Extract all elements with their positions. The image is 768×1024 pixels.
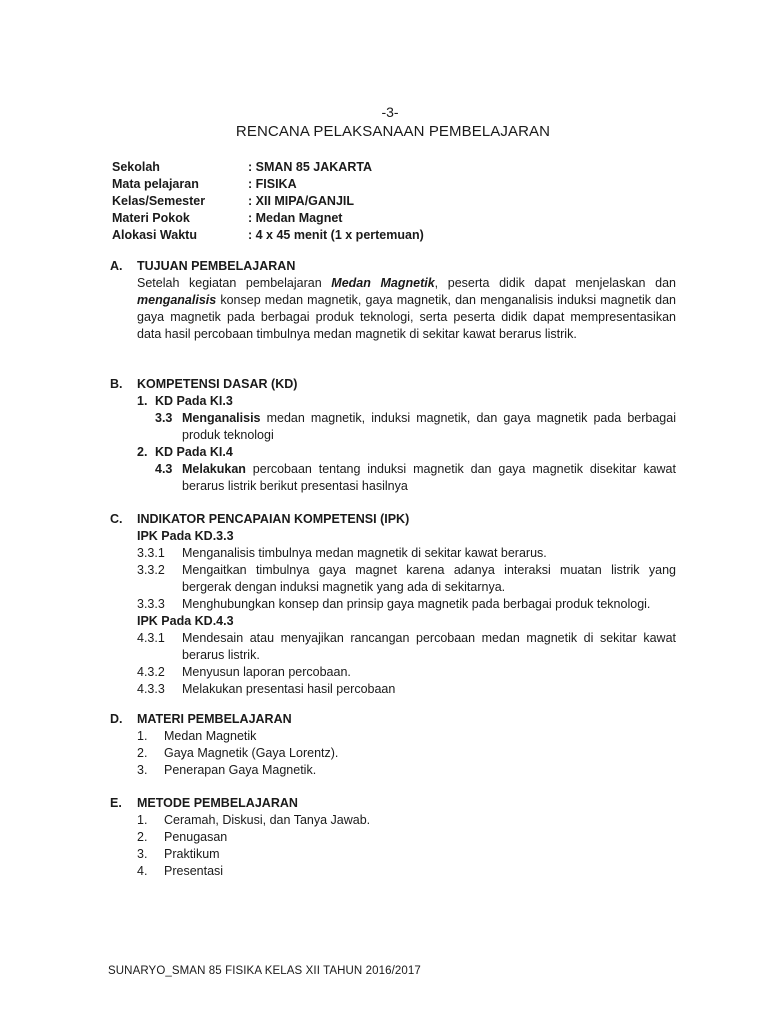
ipk-text: Menganalisis timbulnya medan magnetik di sekitar kawat berarus. xyxy=(182,546,547,560)
section-heading xyxy=(110,795,676,812)
ipk-group-heading: IPK Pada KD.4.3 xyxy=(137,614,234,628)
page-number: -3- xyxy=(381,104,399,120)
identity-value: : XII MIPA/GANJIL xyxy=(248,194,355,208)
section-indikator xyxy=(110,511,676,698)
list-number: 1. xyxy=(137,729,148,743)
paragraph-emphasis: Medan Magnetik xyxy=(331,276,435,290)
list-number: 2. xyxy=(137,830,148,844)
identity-value: : FISIKA xyxy=(248,177,297,191)
identity-label: Sekolah xyxy=(112,160,160,174)
section-metode xyxy=(110,795,676,880)
list-text: Ceramah, Diskusi, dan Tanya Jawab. xyxy=(164,813,371,827)
list-number: 1. xyxy=(137,813,148,827)
kd-text xyxy=(182,410,676,444)
identity-row xyxy=(112,176,424,193)
section-title: INDIKATOR PENCAPAIAN KOMPETENSI (IPK) xyxy=(137,512,410,526)
section-title: METODE PEMBELAJARAN xyxy=(137,796,298,810)
list-item xyxy=(137,829,676,846)
kd-number: 4.3 xyxy=(155,462,173,476)
ipk-text: Mendesain atau menyajikan rancangan percobaan medan magnetik di sekitar kawat berarus listrik. xyxy=(182,631,676,662)
section-heading xyxy=(110,511,676,528)
paragraph-text: , peserta didik dapat menjelaskan dan xyxy=(434,276,676,290)
document-title: RENCANA PELAKSANAAN PEMBELAJARAN xyxy=(235,123,551,140)
sub-number: 1. xyxy=(137,394,148,408)
list-item xyxy=(137,728,676,745)
section-letter: D. xyxy=(110,712,123,726)
section-heading xyxy=(110,376,676,393)
section-title: KOMPETENSI DASAR (KD) xyxy=(137,377,298,391)
section-title: TUJUAN PEMBELAJARAN xyxy=(137,259,296,273)
ipk-group-heading: IPK Pada KD.3.3 xyxy=(137,529,234,543)
identity-value: : 4 x 45 menit (1 x pertemuan) xyxy=(248,228,424,242)
sub-title: KD Pada KI.4 xyxy=(155,445,233,459)
ipk-text: Menyusun laporan percobaan. xyxy=(182,665,351,679)
page-footer: SUNARYO_SMAN 85 FISIKA KELAS XII TAHUN 2016/2017 xyxy=(108,965,421,977)
identity-row xyxy=(112,210,424,227)
identity-row xyxy=(112,227,424,244)
kd-description: percobaan tentang induksi magnetik dan gaya magnetik disekitar kawat berarus listrik berikut presentasi hasilnya xyxy=(182,462,676,493)
list-item xyxy=(137,745,676,762)
list-number: 3. xyxy=(137,763,148,777)
identity-label: Alokasi Waktu xyxy=(112,228,197,242)
identity-block xyxy=(112,159,424,244)
section-title: MATERI PEMBELAJARAN xyxy=(137,712,292,726)
ipk-item xyxy=(137,630,676,664)
identity-label: Mata pelajaran xyxy=(112,177,199,191)
kd-item xyxy=(155,461,676,495)
tujuan-paragraph xyxy=(137,275,676,343)
kd-text xyxy=(182,461,676,495)
identity-row xyxy=(112,193,424,210)
section-letter: E. xyxy=(110,796,122,810)
ipk-item xyxy=(137,664,676,681)
kd-subheading xyxy=(137,393,676,410)
list-text: Penerapan Gaya Magnetik. xyxy=(164,763,317,777)
paragraph-text: konsep medan magnetik, gaya magnetik, dan menganalisis induksi magnetik dan gaya magnetik pada berbagai produk teknologi, serta peserta didik dapat mempresentasikan data hasil percobaan timbulnya medan magnetik di sekitar kawat berarus listrik. xyxy=(137,293,676,341)
ipk-number: 4.3.2 xyxy=(137,665,165,679)
list-text: Presentasi xyxy=(164,864,224,878)
list-number: 3. xyxy=(137,847,148,861)
kd-verb: Melakukan xyxy=(182,462,246,476)
section-letter: A. xyxy=(110,259,123,273)
ipk-number: 3.3.3 xyxy=(137,597,165,611)
kd-number: 3.3 xyxy=(155,411,173,425)
ipk-item xyxy=(137,545,676,562)
ipk-text: Mengaitkan timbulnya gaya magnet karena adanya interaksi muatan listrik yang bergerak dengan induksi magnetik yang ada di sekitarnya. xyxy=(182,563,676,594)
kd-item xyxy=(155,410,676,444)
identity-label: Materi Pokok xyxy=(112,211,190,225)
identity-value: : Medan Magnet xyxy=(248,211,343,225)
ipk-item xyxy=(137,596,676,613)
section-letter: B. xyxy=(110,377,123,391)
section-heading xyxy=(110,711,676,728)
ipk-item xyxy=(137,681,676,698)
ipk-number: 3.3.2 xyxy=(137,563,165,577)
section-letter: C. xyxy=(110,512,123,526)
sub-title: KD Pada KI.3 xyxy=(155,394,233,408)
paragraph-text: Setelah kegiatan pembelajaran xyxy=(137,276,332,290)
kd-subheading xyxy=(137,444,676,461)
list-item xyxy=(137,863,676,880)
list-item xyxy=(137,762,676,779)
ipk-number: 4.3.3 xyxy=(137,682,165,696)
list-number: 2. xyxy=(137,746,148,760)
kd-description: medan magnetik, induksi magnetik, dan gaya magnetik pada berbagai produk teknologi xyxy=(182,411,676,442)
section-materi xyxy=(110,711,676,779)
kd-verb: Menganalisis xyxy=(182,411,261,425)
sub-number: 2. xyxy=(137,445,148,459)
list-text: Penugasan xyxy=(164,830,228,844)
list-text: Medan Magnetik xyxy=(164,729,257,743)
identity-row xyxy=(112,159,424,176)
section-kompetensi-dasar xyxy=(110,376,676,495)
ipk-text: Menghubungkan konsep dan prinsip gaya magnetik pada berbagai produk teknologi. xyxy=(182,597,651,611)
ipk-number: 3.3.1 xyxy=(137,546,165,560)
section-tujuan xyxy=(110,258,676,343)
paragraph-emphasis: menganalisis xyxy=(137,293,217,307)
list-item xyxy=(137,812,676,829)
list-text: Praktikum xyxy=(164,847,220,861)
list-text: Gaya Magnetik (Gaya Lorentz). xyxy=(164,746,339,760)
section-heading xyxy=(110,258,676,275)
ipk-number: 4.3.1 xyxy=(137,631,165,645)
list-item xyxy=(137,846,676,863)
list-number: 4. xyxy=(137,864,148,878)
ipk-text: Melakukan presentasi hasil percobaan xyxy=(182,682,396,696)
ipk-item xyxy=(137,562,676,596)
identity-value: : SMAN 85 JAKARTA xyxy=(248,160,373,174)
identity-label: Kelas/Semester xyxy=(112,194,206,208)
